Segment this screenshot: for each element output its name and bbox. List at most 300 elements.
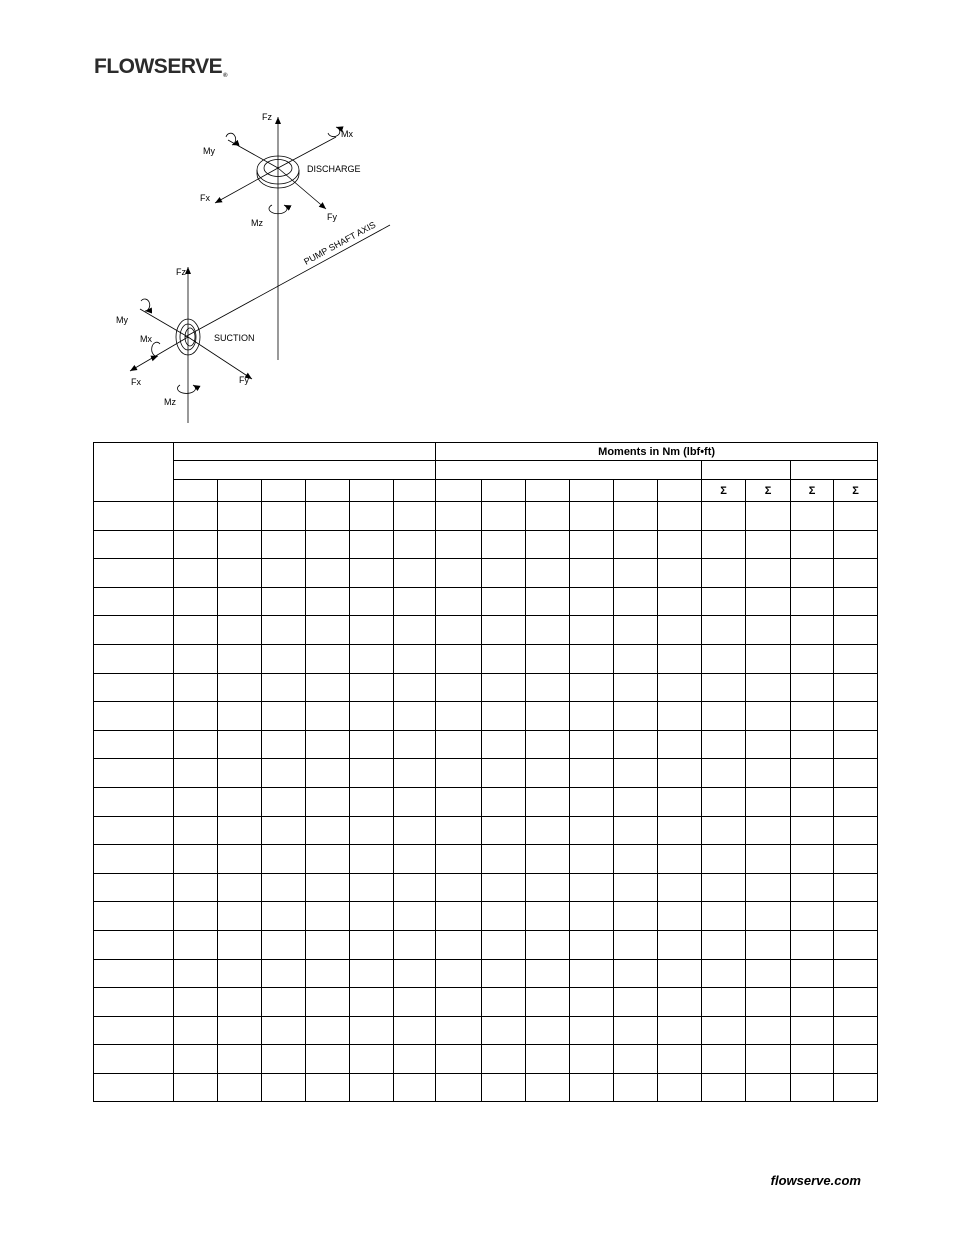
table-cell — [174, 559, 218, 588]
table-cell — [394, 759, 436, 788]
table-cell — [262, 759, 306, 788]
table-cell — [436, 559, 482, 588]
table-cell — [262, 702, 306, 731]
row-label-cell — [94, 787, 174, 816]
table-cell — [526, 559, 570, 588]
table-cell — [702, 702, 746, 731]
table-cell — [746, 616, 791, 645]
table-cell — [350, 530, 394, 559]
table-cell — [306, 988, 350, 1017]
table-cell — [350, 873, 394, 902]
discharge-label: DISCHARGE — [307, 164, 361, 174]
table-cell — [218, 530, 262, 559]
table-cell — [526, 644, 570, 673]
table-cell — [702, 902, 746, 931]
table-cell — [526, 1016, 570, 1045]
table-cell — [702, 730, 746, 759]
table-cell — [746, 644, 791, 673]
header-cell — [614, 480, 658, 502]
table-cell — [526, 702, 570, 731]
table-row — [94, 616, 878, 645]
table-cell — [436, 1016, 482, 1045]
table-cell — [834, 644, 878, 673]
table-row — [94, 988, 878, 1017]
table-cell — [746, 1045, 791, 1074]
table-cell — [570, 1073, 614, 1102]
table-cell — [482, 873, 526, 902]
table-cell — [218, 502, 262, 531]
table-cell — [218, 559, 262, 588]
table-cell — [746, 1073, 791, 1102]
table-cell — [436, 673, 482, 702]
table-cell — [482, 988, 526, 1017]
table-cell — [526, 1073, 570, 1102]
table-cell — [436, 616, 482, 645]
table-cell — [791, 816, 834, 845]
table-cell — [746, 902, 791, 931]
table-cell — [306, 787, 350, 816]
table-cell — [306, 1016, 350, 1045]
table-cell — [570, 587, 614, 616]
table-cell — [526, 873, 570, 902]
table-cell — [174, 730, 218, 759]
table-cell — [350, 673, 394, 702]
table-cell — [436, 845, 482, 874]
table-cell — [702, 644, 746, 673]
table-cell — [746, 587, 791, 616]
discharge-fx-axis — [215, 168, 278, 203]
table-cell — [746, 530, 791, 559]
table-cell — [526, 587, 570, 616]
table-cell — [482, 673, 526, 702]
table-cell — [614, 759, 658, 788]
table-cell — [746, 502, 791, 531]
table-cell — [614, 816, 658, 845]
table-cell — [570, 702, 614, 731]
table-cell — [834, 930, 878, 959]
table-cell — [262, 845, 306, 874]
table-cell — [791, 1016, 834, 1045]
table-cell — [526, 902, 570, 931]
suction-flange-inner — [185, 328, 195, 346]
table-cell — [262, 587, 306, 616]
discharge-fy-label: Fy — [327, 212, 337, 222]
sigma-cell: Σ — [746, 480, 791, 502]
table-cell — [262, 816, 306, 845]
shaft-axis-label: PUMP SHAFT AXIS — [302, 219, 378, 267]
table-cell — [526, 845, 570, 874]
table-cell — [658, 1073, 702, 1102]
row-label-cell — [94, 587, 174, 616]
table-cell — [262, 902, 306, 931]
table-row — [94, 787, 878, 816]
table-cell — [482, 930, 526, 959]
table-cell — [262, 559, 306, 588]
table-cell — [570, 559, 614, 588]
logo-text: FLOWSERVE — [94, 55, 223, 78]
table-cell — [702, 1045, 746, 1074]
table-cell — [436, 930, 482, 959]
table-cell — [174, 702, 218, 731]
table-cell — [702, 559, 746, 588]
table-cell — [482, 502, 526, 531]
table-row — [94, 1073, 878, 1102]
table-cell — [482, 702, 526, 731]
table-cell — [791, 988, 834, 1017]
discharge-fx-label: Fx — [200, 193, 210, 203]
table-cell — [174, 1016, 218, 1045]
forces-subheader-cell — [174, 461, 436, 480]
table-cell — [791, 587, 834, 616]
table-cell — [526, 530, 570, 559]
header-cell — [436, 480, 482, 502]
table-cell — [658, 587, 702, 616]
header-cell — [350, 480, 394, 502]
table-cell — [482, 559, 526, 588]
table-cell — [526, 787, 570, 816]
table-cell — [614, 902, 658, 931]
table-cell — [570, 759, 614, 788]
flowserve-logo — [94, 55, 227, 79]
row-label-cell — [94, 902, 174, 931]
table-cell — [614, 673, 658, 702]
table-cell — [436, 873, 482, 902]
table-cell — [702, 959, 746, 988]
table-cell — [570, 730, 614, 759]
table-cell — [262, 1045, 306, 1074]
table-cell — [436, 1045, 482, 1074]
table-cell — [174, 902, 218, 931]
table-cell — [350, 988, 394, 1017]
table-cell — [262, 616, 306, 645]
table-cell — [526, 616, 570, 645]
suction-fx-label: Fx — [131, 377, 141, 387]
table-cell — [218, 902, 262, 931]
row-label-cell — [94, 759, 174, 788]
table-cell — [791, 616, 834, 645]
table-cell — [350, 587, 394, 616]
header-cell — [394, 480, 436, 502]
table-row — [94, 730, 878, 759]
table-cell — [218, 616, 262, 645]
table-cell — [746, 673, 791, 702]
header-cell — [306, 480, 350, 502]
table-cell — [570, 616, 614, 645]
suction-mx-label: Mx — [140, 334, 152, 344]
table-cell — [218, 644, 262, 673]
table-cell — [614, 530, 658, 559]
table-row — [94, 845, 878, 874]
table-cell — [834, 873, 878, 902]
table-cell — [436, 530, 482, 559]
table-cell — [570, 1045, 614, 1074]
table-cell — [614, 1073, 658, 1102]
table-cell — [570, 988, 614, 1017]
table-cell — [174, 502, 218, 531]
table-cell — [658, 845, 702, 874]
table-cell — [834, 673, 878, 702]
table-cell — [394, 1073, 436, 1102]
table-cell — [570, 930, 614, 959]
table-cell — [702, 1073, 746, 1102]
table-cell — [262, 873, 306, 902]
table-cell — [746, 759, 791, 788]
table-cell — [174, 759, 218, 788]
table-cell — [174, 616, 218, 645]
table-cell — [394, 587, 436, 616]
table-cell — [614, 702, 658, 731]
table-cell — [526, 730, 570, 759]
header-cell — [218, 480, 262, 502]
table-cell — [350, 702, 394, 731]
table-cell — [702, 787, 746, 816]
table-cell — [306, 530, 350, 559]
table-cell — [658, 530, 702, 559]
table-cell — [746, 845, 791, 874]
table-cell — [791, 730, 834, 759]
discharge-my-label: My — [203, 146, 215, 156]
table-cell — [262, 930, 306, 959]
table-cell — [306, 587, 350, 616]
table-cell — [350, 902, 394, 931]
table-cell — [526, 502, 570, 531]
table-cell — [746, 559, 791, 588]
table-cell — [262, 644, 306, 673]
table-cell — [394, 644, 436, 673]
table-cell — [218, 816, 262, 845]
table-cell — [791, 930, 834, 959]
table-cell — [658, 730, 702, 759]
sigma-cell: Σ — [834, 480, 878, 502]
table-cell — [218, 1073, 262, 1102]
table-cell — [394, 559, 436, 588]
table-cell — [834, 587, 878, 616]
table-cell — [791, 530, 834, 559]
table-cell — [614, 644, 658, 673]
table-cell — [791, 559, 834, 588]
table-cell — [658, 787, 702, 816]
table-cell — [306, 902, 350, 931]
row-label-cell — [94, 930, 174, 959]
table-cell — [350, 1016, 394, 1045]
nozzle-loads-diagram — [100, 105, 400, 430]
table-cell — [570, 1016, 614, 1045]
table-cell — [702, 530, 746, 559]
table-cell — [306, 616, 350, 645]
table-cell — [702, 816, 746, 845]
table-cell — [394, 616, 436, 645]
table-cell — [218, 930, 262, 959]
table-cell — [791, 959, 834, 988]
table-cell — [570, 816, 614, 845]
suction-fz-label: Fz — [176, 267, 186, 277]
table-cell — [306, 930, 350, 959]
table-cell — [702, 673, 746, 702]
table-cell — [350, 644, 394, 673]
discharge-mz-label: Mz — [251, 218, 263, 228]
table-cell — [262, 530, 306, 559]
table-cell — [570, 502, 614, 531]
table-cell — [174, 845, 218, 874]
table-cell — [658, 644, 702, 673]
table-cell — [834, 502, 878, 531]
table-cell — [614, 930, 658, 959]
table-cell — [791, 644, 834, 673]
header-cell — [570, 480, 614, 502]
table-row — [94, 502, 878, 531]
table-header-row-2 — [94, 461, 878, 480]
table-row — [94, 673, 878, 702]
row-label-cell — [94, 816, 174, 845]
table-cell — [658, 873, 702, 902]
table-cell — [436, 1073, 482, 1102]
table-cell — [702, 1016, 746, 1045]
table-row — [94, 959, 878, 988]
table-cell — [614, 959, 658, 988]
table-cell — [614, 988, 658, 1017]
table-cell — [614, 1045, 658, 1074]
table-header-row-1 — [94, 443, 878, 461]
table-body — [94, 502, 878, 1102]
table-cell — [482, 1045, 526, 1074]
table-row — [94, 559, 878, 588]
table-cell — [306, 959, 350, 988]
table-cell — [570, 530, 614, 559]
table-cell — [482, 816, 526, 845]
table-cell — [834, 787, 878, 816]
table-cell — [702, 616, 746, 645]
table-row — [94, 587, 878, 616]
table-cell — [526, 988, 570, 1017]
table-cell — [834, 730, 878, 759]
table-cell — [436, 959, 482, 988]
table-cell — [174, 673, 218, 702]
table-cell — [306, 502, 350, 531]
table-cell — [791, 902, 834, 931]
table-cell — [702, 845, 746, 874]
table-cell — [436, 902, 482, 931]
table-cell — [702, 988, 746, 1017]
table-cell — [746, 787, 791, 816]
table-cell — [350, 1073, 394, 1102]
table-cell — [614, 873, 658, 902]
table-cell — [174, 816, 218, 845]
table-cell — [174, 787, 218, 816]
table-cell — [306, 730, 350, 759]
discharge-fy-axis — [278, 168, 326, 209]
row-label-cell — [94, 988, 174, 1017]
table-cell — [174, 587, 218, 616]
discharge-mx-label: Mx — [341, 129, 353, 139]
table-cell — [658, 502, 702, 531]
table-cell — [394, 502, 436, 531]
discharge-y-axis-back — [228, 140, 278, 168]
pump-shaft-axis — [185, 225, 390, 337]
table-cell — [834, 845, 878, 874]
table-cell — [218, 759, 262, 788]
table-cell — [394, 1045, 436, 1074]
table-row — [94, 759, 878, 788]
table-cell — [174, 1045, 218, 1074]
table-row — [94, 930, 878, 959]
table-cell — [702, 930, 746, 959]
table-cell — [702, 587, 746, 616]
table-cell — [262, 1016, 306, 1045]
table-cell — [614, 587, 658, 616]
table-cell — [834, 530, 878, 559]
table-cell — [526, 816, 570, 845]
table-cell — [306, 845, 350, 874]
row-label-cell — [94, 845, 174, 874]
table-cell — [482, 616, 526, 645]
table-cell — [218, 787, 262, 816]
row-label-cell — [94, 1073, 174, 1102]
sum-subheader-cell-1 — [702, 461, 791, 480]
table-cell — [746, 816, 791, 845]
table-cell — [702, 502, 746, 531]
forces-header-cell — [174, 443, 436, 461]
table-cell — [306, 759, 350, 788]
table-cell — [702, 759, 746, 788]
table-cell — [218, 959, 262, 988]
table-cell — [262, 673, 306, 702]
table-cell — [350, 559, 394, 588]
table-row — [94, 1045, 878, 1074]
table-cell — [482, 530, 526, 559]
header-cell — [262, 480, 306, 502]
table-cell — [570, 787, 614, 816]
row-label-cell — [94, 502, 174, 531]
table-cell — [394, 902, 436, 931]
table-cell — [658, 759, 702, 788]
table-cell — [746, 730, 791, 759]
table-cell — [614, 502, 658, 531]
table-cell — [834, 559, 878, 588]
suction-mz-label: Mz — [164, 397, 176, 407]
table-cell — [791, 759, 834, 788]
table-cell — [306, 873, 350, 902]
table-cell — [394, 1016, 436, 1045]
table-cell — [791, 1045, 834, 1074]
row-label-cell — [94, 616, 174, 645]
table-cell — [218, 988, 262, 1017]
table-cell — [834, 702, 878, 731]
table-cell — [174, 930, 218, 959]
row-label-cell — [94, 673, 174, 702]
table-cell — [262, 959, 306, 988]
table-cell — [614, 787, 658, 816]
table-cell — [482, 1073, 526, 1102]
table-cell — [834, 616, 878, 645]
table-cell — [570, 673, 614, 702]
table-cell — [350, 759, 394, 788]
table-row — [94, 644, 878, 673]
table-cell — [174, 873, 218, 902]
table-cell — [570, 959, 614, 988]
table-cell — [746, 873, 791, 902]
table-cell — [834, 759, 878, 788]
row-label-cell — [94, 873, 174, 902]
table-cell — [658, 959, 702, 988]
registered-mark: ® — [223, 73, 228, 79]
table-cell — [350, 816, 394, 845]
table-cell — [482, 759, 526, 788]
table-cell — [791, 1073, 834, 1102]
table-cell — [791, 787, 834, 816]
suction-my-label: My — [116, 315, 128, 325]
table-cell — [436, 730, 482, 759]
table-cell — [482, 787, 526, 816]
